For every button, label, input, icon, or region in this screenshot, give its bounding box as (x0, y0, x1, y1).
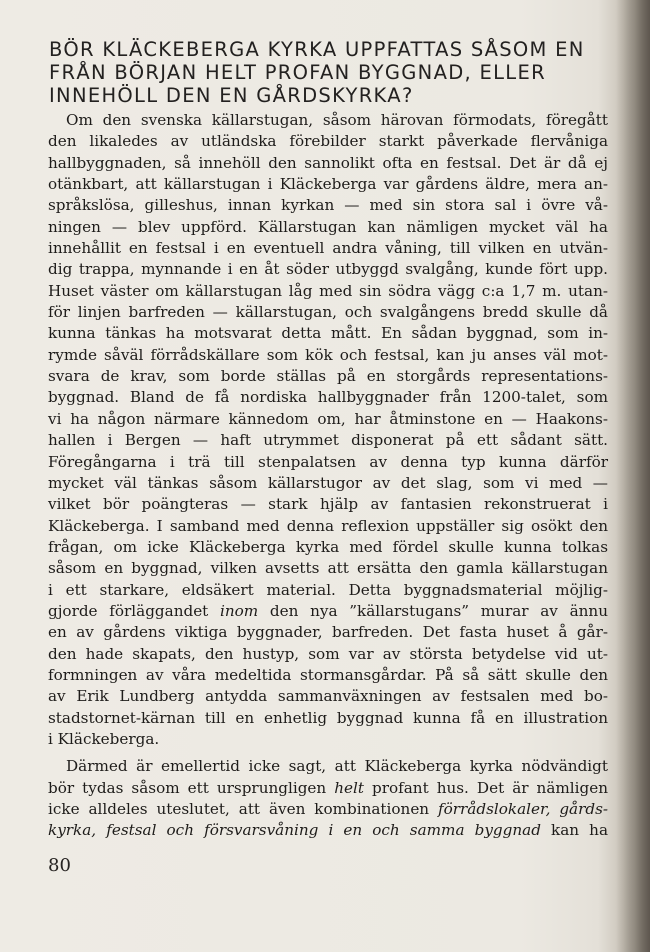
text-line: Om den svenska källarstugan, såsom härovan förmodats, föregått (66, 111, 608, 129)
text-line: formningen av våra medeltida stormansgårdar. På så sätt skulle den (48, 665, 608, 684)
text-line: av Erik Lundberg antydda sammanväxningen av festsalen med bo- (48, 687, 608, 706)
text-line (48, 799, 608, 820)
text-line: språkslösa, gilleshus, innan kyrkan — med sin stora sal i övre vå- (48, 196, 608, 215)
text-segment: icke alldeles uteslutet, att även kombinationen (48, 800, 439, 818)
text-line: såsom en byggnad, vilken avsetts att ersätta den gamla källarstugan (48, 559, 608, 578)
text-line: frågan, om icke Kläckeberga kyrka med fördel skulle kunna tolkas (48, 537, 608, 556)
chapter-heading (49, 38, 609, 107)
text-line: innehållit en festsal i en eventuell andra våning, till vilken en utvän- (48, 239, 608, 258)
text-line: den likaledes av utländska förebilder starkt påverkade flervåniga (48, 132, 608, 151)
text-line: otänkbart, att källarstugan i Kläckeberga var gårdens äldre, mera an- (48, 175, 608, 194)
text-line: byggnad. Bland de få nordiska hallbyggnader från 1200-talet, som (48, 388, 608, 407)
text-line: Huset väster om källarstugan låg med sin södra vägg c:a 1,7 m. utan- (48, 281, 608, 300)
body-text (48, 110, 608, 842)
text-line: dig trappa, mynnande i en åt söder utbyggd svalgång, kunde fört upp. (48, 260, 608, 279)
heading-line: FRÅN BÖRJAN HELT PROFAN BYGGNAD, ELLER (49, 61, 546, 84)
paragraph-1 (48, 110, 608, 750)
italic-emphasis: helt (334, 778, 364, 797)
text-line: hallbyggnaden, så innehöll den sannolikt ofta en festsal. Det är då ej (48, 153, 608, 172)
paragraph-2 (48, 756, 608, 841)
heading-line: BÖR KLÄCKEBERGA KYRKA UPPFATTAS SÅSOM EN (49, 38, 585, 61)
text-line: Därmed är emellertid icke sagt, att Kläckeberga kyrka nödvändigt (66, 757, 608, 776)
text-line: mycket väl tänkas såsom källarstugor av det slag, som vi med — (48, 473, 608, 492)
text-line: svara de krav, som borde ställas på en storgårds representations- (48, 367, 608, 386)
page-number: 80 (48, 855, 71, 876)
text-line: i Kläckeberga. (48, 729, 160, 748)
text-segment: bör tydas såsom ett ursprungligen (48, 778, 335, 797)
text-line (48, 778, 608, 799)
text-line: Kläckeberga. I samband med denna reflexion uppställer sig osökt den (48, 516, 608, 535)
italic-emphasis: förrådslokaler, gårds- (438, 800, 608, 818)
text-line: rymde såväl förrådskällare som kök och festsal, kan ju anses väl mot- (48, 345, 608, 364)
text-line: vi ha någon närmare kännedom om, har åtminstone en — Haakons- (48, 409, 608, 428)
text-line: en av gårdens viktiga byggnader, barfreden. Det fasta huset å går- (48, 623, 608, 642)
text-line: vilket bör poängteras — stark hjälp av fantasien rekonstruerat i (48, 495, 608, 514)
heading-line: INNEHÖLL DEN EN GÅRDSKYRKA? (49, 84, 414, 107)
text-line (48, 820, 608, 841)
italic-emphasis: kyrka, festsal och försvarsvåning i en och samma byggnad (48, 821, 541, 840)
text-line: Föregångarna i trä till stenpalatsen av denna typ kunna därför (48, 452, 608, 471)
text-line: hallen i Bergen — haft utrymmet disponerat på ett sådant sätt. (48, 431, 608, 450)
text-line (48, 601, 608, 622)
text-line: i ett starkare, eldsäkert material. Detta byggnadsmaterial möjlig- (48, 580, 608, 599)
text-segment: profant hus. Det är nämligen (363, 778, 608, 797)
italic-emphasis: inom (220, 601, 259, 620)
book-spine-shadow (616, 0, 650, 952)
text-line: stadstornet-kärnan till en enhetlig byggnad kunna få en illustration (48, 708, 608, 727)
text-line: ningen — blev uppförd. Källarstugan kan nämligen mycket väl ha (48, 217, 608, 236)
text-segment: den nya ”källarstugans” murar av ännu (258, 601, 608, 620)
text-segment: gjorde förläggandet (48, 601, 220, 620)
text-line: kunna tänkas ha motsvarat detta mått. En sådan byggnad, som in- (48, 324, 608, 343)
text-line: den hade skapats, den hustyp, som var av största betydelse vid ut- (48, 644, 608, 663)
text-segment: kan ha (540, 821, 608, 840)
text-line: för linjen barfreden — källarstugan, och svalgångens bredd skulle då (48, 303, 608, 322)
